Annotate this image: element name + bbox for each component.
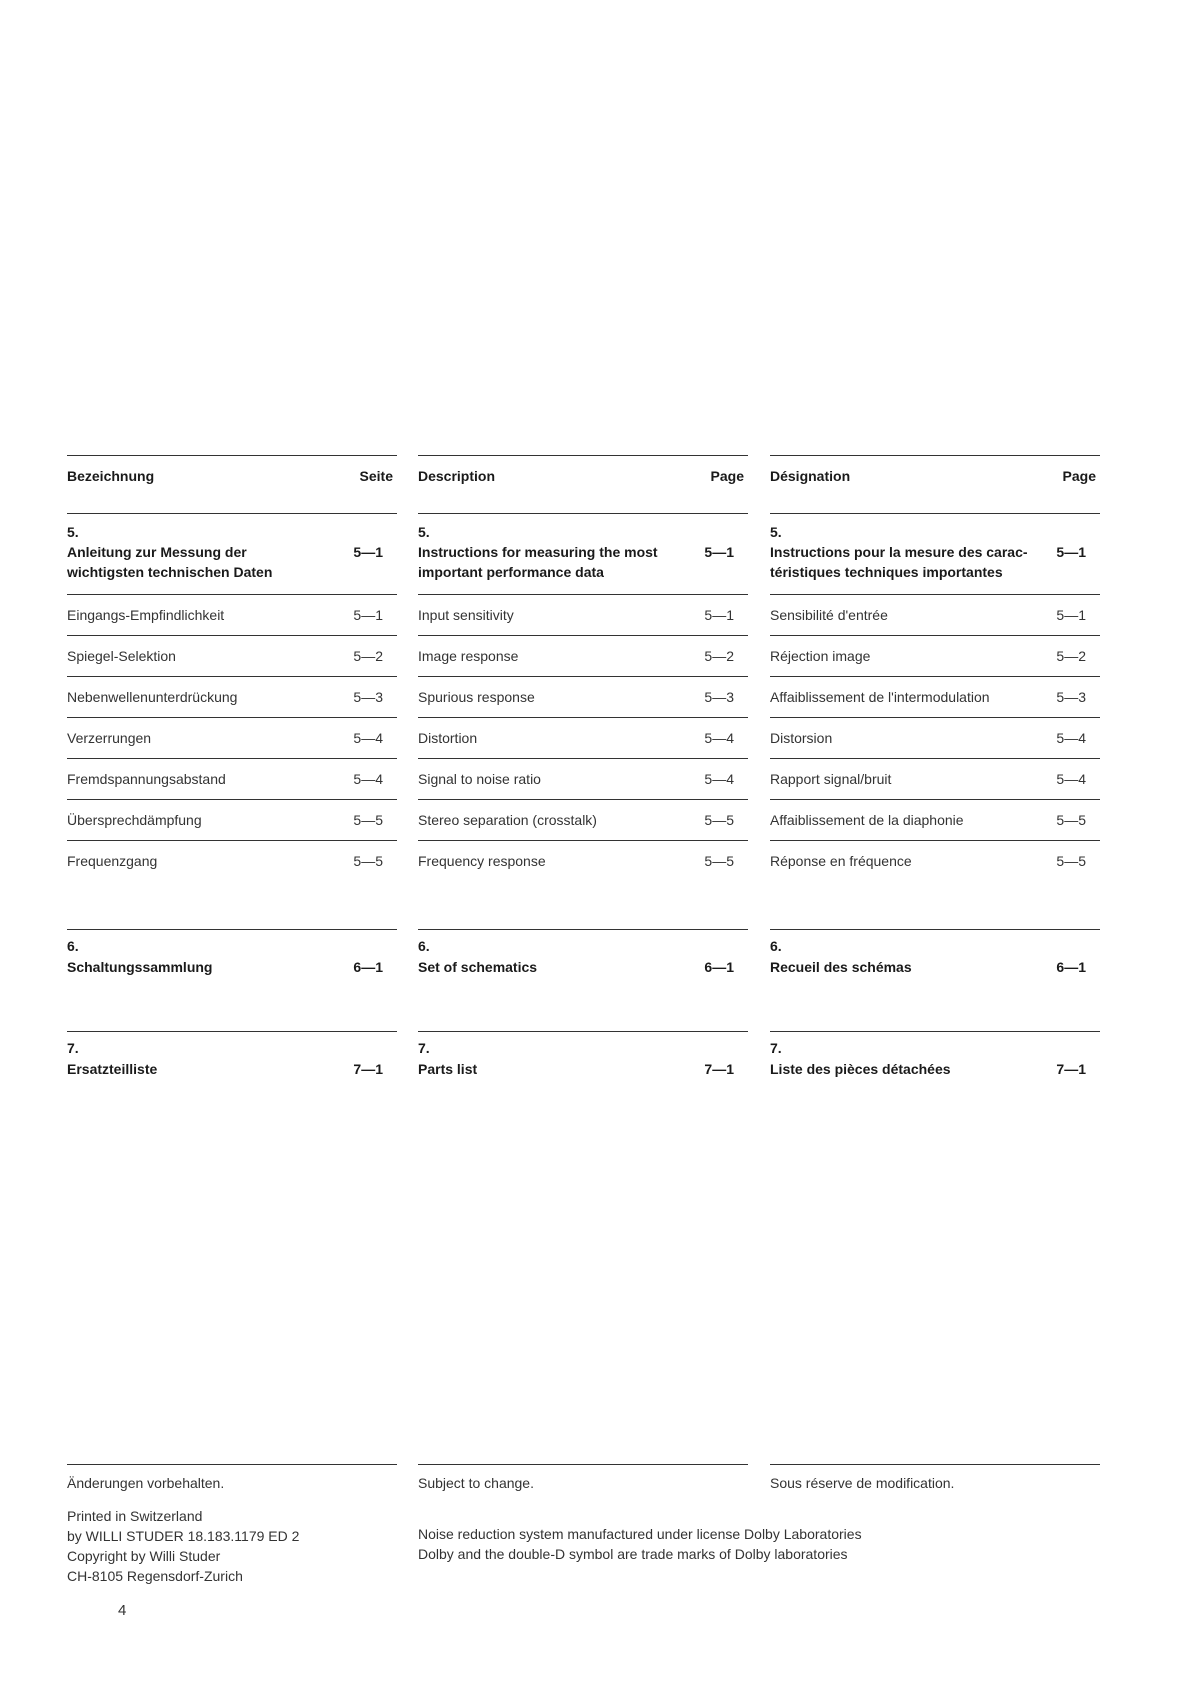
dolby-notice <box>418 1524 862 1564</box>
section-title: Set of schematics <box>418 959 538 975</box>
imprint-line: by WILLI STUDER 18.183.1179 ED 2 <box>67 1528 300 1544</box>
section-title: Liste des pièces détachées <box>770 1061 951 1077</box>
section-title: Instructions for measuring the most important performance data <box>418 544 658 580</box>
toc-row <box>67 758 397 799</box>
toc-row <box>418 717 748 758</box>
toc-row-page: 5—4 <box>353 730 383 746</box>
section-title: Schaltungssammlung <box>67 959 213 975</box>
toc-row <box>770 594 1100 635</box>
section-6-block <box>67 929 397 989</box>
section-number: 7. <box>67 1040 79 1056</box>
toc-row <box>67 840 397 881</box>
section-7 <box>770 1031 1100 1091</box>
toc-row-label: Stereo separation (crosstalk) <box>418 812 597 828</box>
toc-row-page: 5—3 <box>1056 689 1086 705</box>
section-page: 5—1 <box>353 544 383 560</box>
section-number: 6. <box>67 938 79 954</box>
toc-row-label: Rapport signal/bruit <box>770 771 892 787</box>
section-page: 6—1 <box>1056 959 1086 975</box>
dolby-line: Noise reduction system manufactured under license Dolby Laboratories <box>418 1526 862 1542</box>
column-header-label: Description <box>418 468 496 484</box>
section-5 <box>67 513 397 594</box>
footer-note <box>67 1464 397 1491</box>
section-7-block <box>418 1031 748 1091</box>
section-number: 5. <box>67 524 79 540</box>
section-title: Parts list <box>418 1061 478 1077</box>
toc-row <box>418 635 748 676</box>
section-page: 6—1 <box>353 959 383 975</box>
toc-row-label: Input sensitivity <box>418 607 514 623</box>
section-page: 7—1 <box>353 1061 383 1077</box>
column-header <box>770 455 1100 513</box>
section-number: 6. <box>770 938 782 954</box>
column-header-page-label: Seite <box>359 468 393 484</box>
imprint-line: CH-8105 Regensdorf-Zurich <box>67 1568 243 1584</box>
page-number: 4 <box>118 1602 127 1619</box>
section-number: 7. <box>418 1040 430 1056</box>
section-6 <box>418 929 748 989</box>
toc-row-page: 5—5 <box>1056 853 1086 869</box>
toc-row-label: Distortion <box>418 730 478 746</box>
toc-row-label: Fremdspannungsabstand <box>67 771 226 787</box>
toc-row-page: 5—4 <box>704 771 734 787</box>
section-7 <box>418 1031 748 1091</box>
column-header <box>67 455 397 513</box>
toc-row <box>418 676 748 717</box>
section-6 <box>67 929 397 989</box>
toc-row-page: 5—1 <box>353 607 383 623</box>
column-header-label: Désignation <box>770 468 851 484</box>
footer-note <box>770 1464 1100 1491</box>
toc-row-label: Nebenwellenunterdrückung <box>67 689 238 705</box>
toc-row-label: Verzerrungen <box>67 730 152 746</box>
section-page: 6—1 <box>704 959 734 975</box>
toc-row-label: Image response <box>418 648 519 664</box>
column-header-page-label: Page <box>710 468 744 484</box>
toc-row-label: Übersprechdämpfung <box>67 812 202 828</box>
toc-row <box>770 635 1100 676</box>
section-title: Recueil des schémas <box>770 959 912 975</box>
toc-row <box>770 840 1100 881</box>
imprint-line: Copyright by Willi Studer <box>67 1548 221 1564</box>
section-page: 5—1 <box>1056 544 1086 560</box>
section-5 <box>770 513 1100 594</box>
toc-row-label: Frequenzgang <box>67 853 158 869</box>
toc-row <box>67 676 397 717</box>
toc-row <box>770 799 1100 840</box>
toc-row-label: Affaiblissement de l'intermodulation <box>770 689 990 705</box>
section-page: 5—1 <box>704 544 734 560</box>
toc-row <box>770 717 1100 758</box>
column-header-page-label: Page <box>1062 468 1096 484</box>
toc-row-label: Distorsion <box>770 730 833 746</box>
section-page: 7—1 <box>704 1061 734 1077</box>
toc-row <box>418 840 748 881</box>
toc-row <box>418 799 748 840</box>
toc-row-page: 5—5 <box>704 812 734 828</box>
section-page: 7—1 <box>1056 1061 1086 1077</box>
toc-column <box>67 455 397 882</box>
footer-note-text: Subject to change. <box>418 1464 748 1491</box>
toc-row-page: 5—2 <box>1056 648 1086 664</box>
toc-row-label: Spiegel-Selektion <box>67 648 176 664</box>
toc-row <box>418 594 748 635</box>
toc-row-label: Frequency response <box>418 853 546 869</box>
section-title: Instructions pour la mesure des carac-téristiques techniques importantes <box>770 544 1028 580</box>
toc-row-label: Spurious response <box>418 689 535 705</box>
toc-row-label: Sensibilité d'entrée <box>770 607 888 623</box>
section-7-block <box>67 1031 397 1091</box>
toc-row <box>67 717 397 758</box>
section-7-block <box>770 1031 1100 1091</box>
toc-row-label: Signal to noise ratio <box>418 771 541 787</box>
column-header-label: Bezeichnung <box>67 468 155 484</box>
toc-row-page: 5—5 <box>353 812 383 828</box>
section-6-block <box>418 929 748 989</box>
toc-row-page: 5—5 <box>1056 812 1086 828</box>
section-5 <box>418 513 748 594</box>
toc-row <box>67 799 397 840</box>
toc-row-label: Réponse en fréquence <box>770 853 912 869</box>
toc-row-label: Réjection image <box>770 648 871 664</box>
section-7 <box>67 1031 397 1091</box>
column-header <box>418 455 748 513</box>
toc-row-page: 5—5 <box>704 853 734 869</box>
toc-column <box>770 455 1100 882</box>
toc-row-page: 5—2 <box>353 648 383 664</box>
imprint-block <box>67 1506 299 1586</box>
toc-row-label: Affaiblissement de la diaphonie <box>770 812 964 828</box>
toc-column <box>418 455 748 882</box>
imprint-line: Printed in Switzerland <box>67 1508 203 1524</box>
toc-row-page: 5—3 <box>704 689 734 705</box>
section-6-block <box>770 929 1100 989</box>
toc-row-page: 5—1 <box>1056 607 1086 623</box>
footer-note-text: Änderungen vorbehalten. <box>67 1464 397 1491</box>
toc-row-page: 5—4 <box>1056 730 1086 746</box>
section-6 <box>770 929 1100 989</box>
toc-row-page: 5—5 <box>353 853 383 869</box>
toc-row-label: Eingangs-Empfindlichkeit <box>67 607 225 623</box>
toc-row-page: 5—4 <box>1056 771 1086 787</box>
section-number: 5. <box>770 524 782 540</box>
section-title: Anleitung zur Messung der wichtigsten technischen Daten <box>67 544 273 580</box>
section-number: 6. <box>418 938 430 954</box>
toc-row <box>418 758 748 799</box>
footer-note <box>418 1464 748 1491</box>
toc-row <box>770 676 1100 717</box>
section-number: 5. <box>418 524 430 540</box>
dolby-line: Dolby and the double-D symbol are trade marks of Dolby laboratories <box>418 1546 848 1562</box>
section-number: 7. <box>770 1040 782 1056</box>
toc-row-page: 5—1 <box>704 607 734 623</box>
footer-note-text: Sous réserve de modification. <box>770 1464 1100 1491</box>
toc-row <box>67 635 397 676</box>
section-title: Ersatzteilliste <box>67 1061 158 1077</box>
toc-row <box>67 594 397 635</box>
toc-row-page: 5—3 <box>353 689 383 705</box>
toc-row-page: 5—4 <box>353 771 383 787</box>
toc-row-page: 5—4 <box>704 730 734 746</box>
toc-row <box>770 758 1100 799</box>
toc-row-page: 5—2 <box>704 648 734 664</box>
